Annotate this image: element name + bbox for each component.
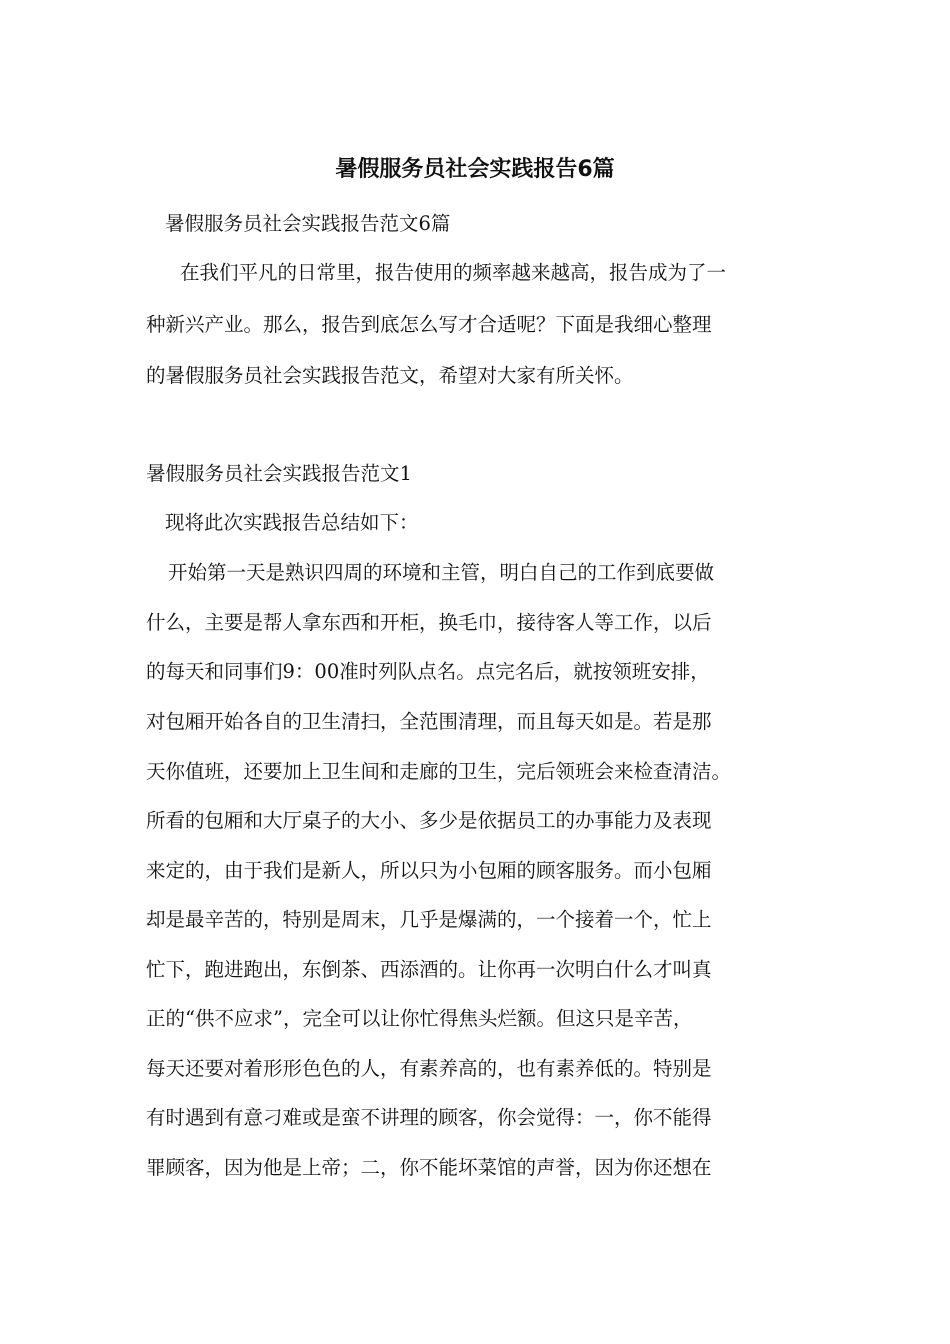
body-line-2: 什么，主要是帮人拿东西和开柜，换毛巾，接待客人等工作，以后	[146, 611, 712, 634]
body-line-13: 罪顾客，因为他是上帝；二，你不能坏菜馆的声誉，因为你还想在	[146, 1156, 712, 1179]
intro-line-2: 种新兴产业。那么，报告到底怎么写才合适呢？下面是我细心整理	[146, 313, 712, 336]
body-line-10: 正的“供不应求”，完全可以让你忙得焦头烂额。但这只是辛苦，	[146, 1007, 693, 1030]
document-title: 暑假服务员社会实践报告6篇	[335, 157, 615, 182]
summary-line: 现将此次实践报告总结如下：	[165, 511, 419, 534]
subtitle-line: 暑假服务员社会实践报告范文6篇	[165, 212, 451, 235]
body-line-1: 开始第一天是熟识四周的环境和主管，明白自己的工作到底要做	[168, 561, 715, 584]
body-line-11: 每天还要对着形形色色的人，有素养高的，也有素养低的。特别是	[146, 1057, 712, 1080]
body-line-8: 却是最辛苦的，特别是周末，几乎是爆满的，一个接着一个，忙上	[146, 908, 712, 931]
section-heading: 暑假服务员社会实践报告范文1	[146, 462, 412, 485]
body-line-5: 天你值班，还要加上卫生间和走廊的卫生，完后领班会来检查清洁。	[146, 760, 732, 783]
body-line-12: 有时遇到有意刁难或是蛮不讲理的顾客，你会觉得：一，你不能得	[146, 1106, 712, 1129]
body-line-6: 所看的包厢和大厅桌子的大小、多少是依据员工的办事能力及表现	[146, 809, 712, 832]
intro-line-3: 的暑假服务员社会实践报告范文，希望对大家有所关怀。	[146, 364, 634, 387]
body-line-3: 的每天和同事们9：00准时列队点名。点完名后，就按领班安排，	[146, 660, 710, 683]
intro-line-1: 在我们平凡的日常里，报告使用的频率越来越高，报告成为了一	[180, 261, 727, 284]
body-line-4: 对包厢开始各自的卫生清扫，全范围清理，而且每天如是。若是那	[146, 710, 712, 733]
body-line-9: 忙下，跑进跑出，东倒茶、西添酒的。让你再一次明白什么才叫真	[146, 958, 712, 981]
body-line-7: 来定的，由于我们是新人，所以只为小包厢的顾客服务。而小包厢	[146, 859, 712, 882]
